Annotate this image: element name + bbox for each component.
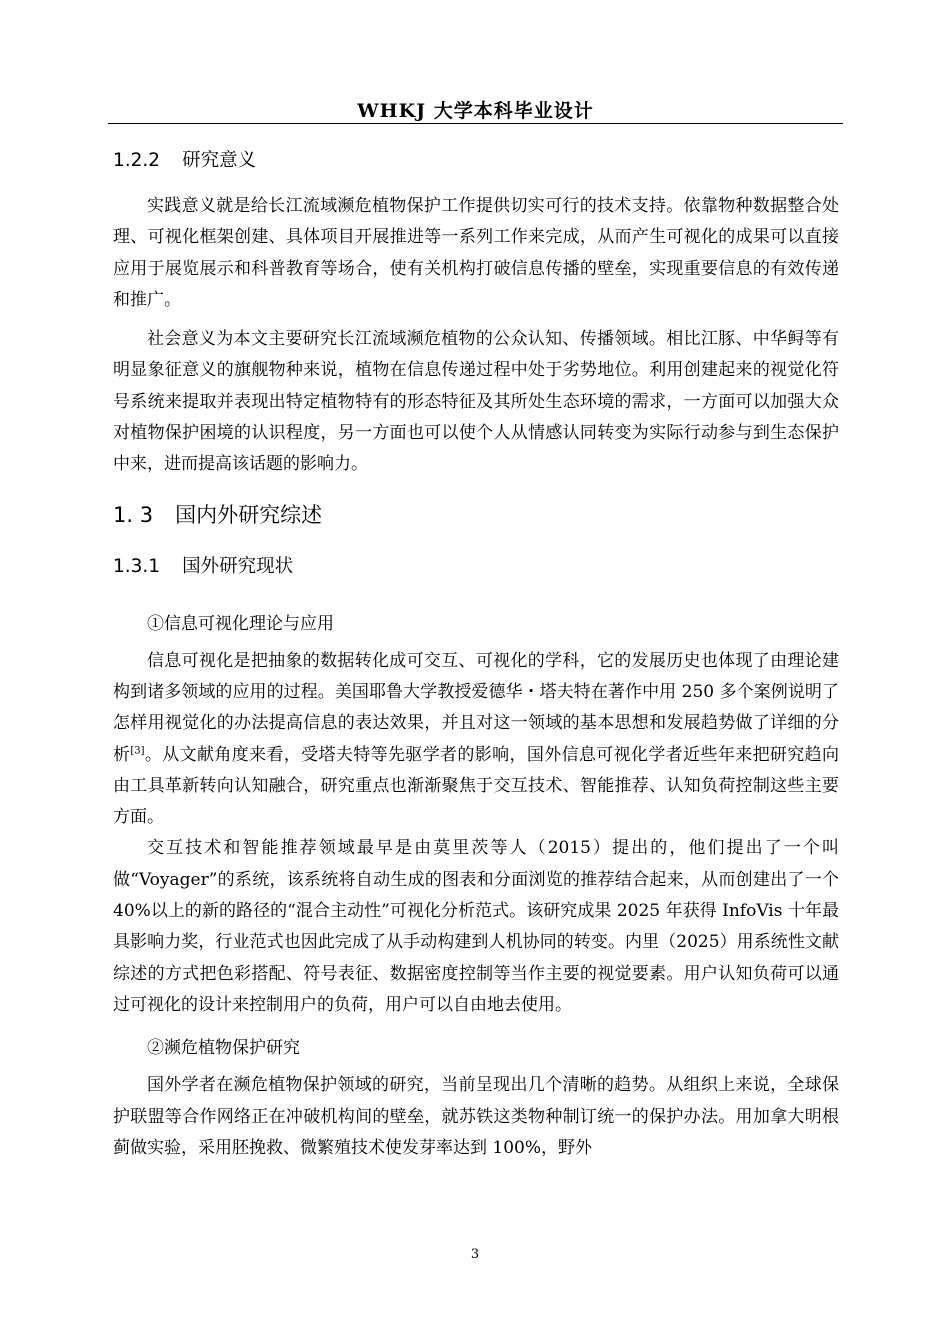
paragraph-interaction-recommendation: 交互技术和智能推荐领域最早是由莫里茨等人（2015）提出的，他们提出了一个叫做“Voyager”的系统，该系统将自动生成的图表和分面浏览的推荐结合起来，从而创建出了一个 40%以上的新的路径的“混合主动性”可视化分析范式。该研究成果 2025 年获得 InfoVis 十年最具影响力奖，行业范式也因此完成了从手动构建到人机协同的转变。内里（2025）用系统性文献综述的方式把色彩搭配、符号表征、数据密度控制等当作主要的视觉要素。用户认知负荷可以通过可视化的设计来控制用户的负荷，用户可以自由地去使用。 [113, 838, 839, 1015]
paragraph-social-significance: 社会意义为本文主要研究长江流域濒危植物的公众认知、传播领域。相比江豚、中华鲟等有明显象征意义的旗舰物种来说，植物在信息传递过程中处于劣势地位。利用创建起来的视觉化符号系统来提取并表现出特定植物特有的形态特征及其所处生态环境的需求，一方面可以加强大众对植物保护困境的认识程度，另一方面也可以使个人从情感认同转变为实际行动参与到生态保护中来，进而提高该话题的影响力。 [113, 329, 839, 475]
heading-title: 国内外研究综述 [175, 502, 323, 527]
heading-number: 1.3.1 [113, 555, 161, 577]
subheading-info-visualization: ①信息可视化理论与应用 [147, 613, 334, 634]
paragraph-info-visualization [113, 646, 839, 834]
page-number: 3 [470, 1247, 480, 1262]
subheading-endangered-plants: ②濒危植物保护研究 [147, 1038, 300, 1059]
paragraph-text: 。从文献角度来看，受塔夫特等先驱学者的影响，国外信息可视化学者近些年来把研究趋向由工具革新转向认知融合，研究重点也渐渐聚焦于交互技术、智能推荐、认知负荷控制这些主要方面。 [113, 744, 840, 828]
heading-1-3 [113, 495, 839, 535]
paragraph-text: 信息可视化是把抽象的数据转化成可交互、可视化的学科，它的发展历史也体现了由理论建构到诸多领域的应用的过程。美国耶鲁大学教授爱德华・塔夫特在著作中用 250 多个案例说明了怎样用视觉化的办法提高信息的表达效果，并且对这一领域的基本思想和发展趋势做了详细的分析 [113, 650, 839, 765]
heading-number: 1.2.2 [113, 150, 161, 171]
paragraph-endangered-plants: 国外学者在濒危植物保护领域的研究，当前呈现出几个清晰的趋势。从组织上来说，全球保护联盟等合作网络正在冲破机构间的壁垒，就苏铁这类物种制订统一的保护办法。用加拿大明根蓟做实验，采用胚挽救、微繁殖技术使发芽率达到 100%，野外 [113, 1075, 839, 1158]
page-body [113, 145, 839, 1164]
heading-1-3-1 [113, 551, 839, 583]
heading-title: 研究意义 [182, 150, 257, 171]
heading-1-2-2 [113, 145, 839, 177]
heading-title: 国外研究现状 [182, 555, 294, 577]
running-header: WHKJ 大学本科毕业设计 [357, 100, 594, 122]
header-rule [108, 123, 843, 124]
citation-marker: [3] [130, 744, 145, 756]
heading-number: 1. 3 [113, 502, 154, 527]
paragraph-practical-significance: 实践意义就是给长江流域濒危植物保护工作提供切实可行的技术支持。依靠物种数据整合处理、可视化框架创建、具体项目开展推进等一系列工作来完成，从而产生可视化的成果可以直接应用于展览展示和科普教育等场合，使有关机构打破信息传播的壁垒，实现重要信息的有效传递和推广。 [113, 196, 839, 310]
